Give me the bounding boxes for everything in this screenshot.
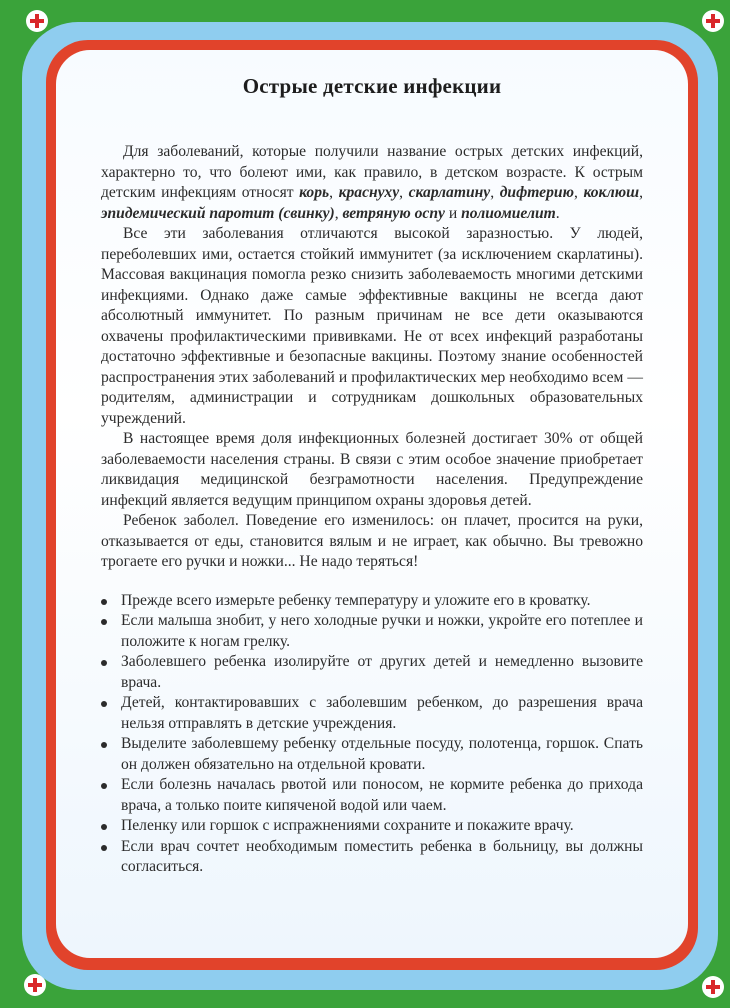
list-item-text: Детей, контактировавших с заболевшим ребенком, до разрешения врача нельзя отправлять в детские учреждения.: [121, 694, 643, 732]
list-item-text: Прежде всего измерьте ребенку температуру и уложите его в кроватку.: [121, 591, 591, 609]
separator: ,: [334, 204, 343, 222]
list-item: [101, 734, 643, 775]
content-panel: [56, 50, 688, 958]
disease-name: скарлатину: [408, 184, 491, 201]
page-title: Острые детские инфекции: [242, 74, 502, 98]
separator: .: [555, 204, 560, 222]
red-cross-icon: [702, 10, 724, 32]
list-item: [101, 591, 643, 612]
list-item-text: Если малыша знобит, у него холодные ручки и ножки, укройте его потеплее и положите к ногам грелку.: [121, 612, 643, 650]
separator: и: [444, 204, 462, 222]
disease-name: краснуху: [338, 184, 400, 201]
list-item-text: Выделите заболевшему ребенку отдельные посуду, полотенца, горшок. Спать он должен обязательно на отдельной кровати.: [121, 735, 643, 773]
advice-list: [101, 591, 643, 878]
separator: ,: [490, 184, 500, 201]
disease-name: корь: [299, 184, 330, 201]
separator: ,: [573, 184, 584, 201]
list-item: [101, 693, 643, 734]
list-item: [101, 652, 643, 693]
red-cross-icon: [26, 10, 48, 32]
paragraph: В настоящее время доля инфекционных болезней достигает 30% от общей заболеваемости населения страны. В связи с этим особое значение приобретает ликвидация медицинской безграмотности населения. Предупреждение инфекций является ведущим принципом охраны здоровья детей.: [101, 430, 643, 509]
bullet-icon: [101, 824, 107, 830]
bullet-icon: [101, 660, 107, 666]
disease-name: эпидемический паротит (свинку): [101, 204, 335, 222]
list-item-text: Если врач сочтет необходимым поместить ребенка в больницу, вы должны согласиться.: [121, 837, 643, 875]
separator: ,: [639, 184, 644, 201]
intro-text: Для заболеваний, которые получили название острых детских инфекций, характерно то, что болеют ими, как правило, в детском возрасте. К острым детским инфекциям относят: [101, 143, 643, 201]
bullet-icon: [101, 701, 107, 707]
bullet-icon: [101, 845, 107, 851]
disease-name: коклюш: [583, 184, 640, 201]
bullet-icon: [101, 599, 107, 605]
list-item-text: Если болезнь началась рвотой или поносом, не кормите ребенка до прихода врача, а только поите кипяченой водой или чаем.: [121, 776, 643, 814]
list-item: [101, 816, 643, 837]
bullet-icon: [101, 619, 107, 625]
red-cross-icon: [702, 976, 724, 998]
list-item-text: Заболевшего ребенка изолируйте от других детей и немедленно вызовите врача.: [121, 653, 643, 691]
list-item: [101, 611, 643, 652]
disease-name: полиомиелит: [461, 204, 556, 222]
disease-name: дифтерию: [499, 184, 574, 201]
separator: ,: [329, 184, 339, 201]
bullet-icon: [101, 783, 107, 789]
intro-paragraph: [101, 142, 643, 224]
list-item: [101, 775, 643, 816]
disease-name: ветряную оспу: [342, 204, 445, 222]
separator: ,: [399, 184, 409, 201]
list-item-text: Пеленку или горшок с испражнениями сохраните и покажите врачу.: [121, 817, 574, 834]
paragraph: Ребенок заболел. Поведение его изменилось: он плачет, просится на руки, отказывается от еды, становится вялым и не играет, как обычно. Вы тревожно трогаете его ручки и ножки... Не надо теряться!: [101, 512, 643, 570]
bullet-icon: [101, 742, 107, 748]
paragraph: Все эти заболевания отличаются высокой заразностью. У людей, переболевших ими, остается стойкий иммунитет (за исключением скарлатины). Массовая вакцинация помогла резко снизить заболеваемость многими детскими инфекциями. Однако даже самые эффективные вакцины не всегда дают абсолютный иммунитет. По разным причинам не все дети оказываются охвачены профилактическими прививками. Не от всех инфекций разработаны достаточно эффективные и безопасные вакцины. Поэтому знание особенностей распространения этих заболеваний и профилактических мер необходимо всем — родителям, администрации и сотрудникам дошкольных образовательных учреждений.: [101, 225, 643, 427]
list-item: [101, 837, 643, 878]
